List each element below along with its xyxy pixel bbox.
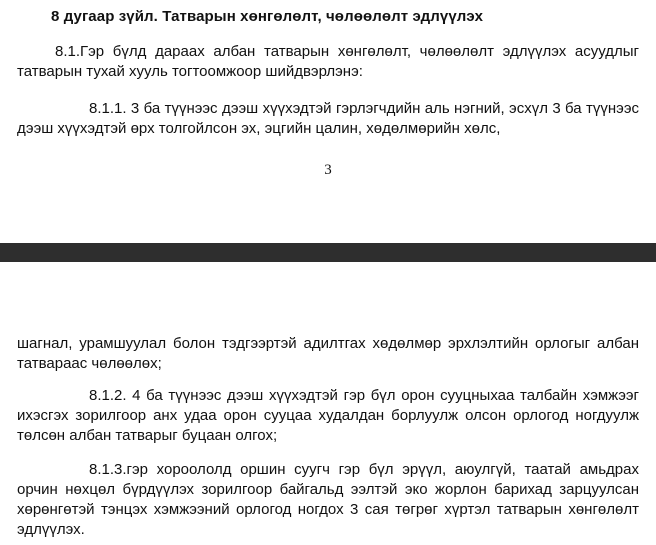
- document-page-top: [0, 0, 656, 243]
- paragraph-8-1-1: 8.1.1. 3 ба түүнээс дээш хүүхэдтэй гэрлэгчдийн аль нэгний, эсхүл 3 ба түүнээс дээш хүүхэдтэй өрх толгойлсон эх, эцгийн цалин, хөдөлмөрийн хөлс,: [17, 100, 639, 137]
- paragraph-8-1-1-continued: шагнал, урамшуулал болон тэдгээртэй адилтгах хөдөлмөр эрхлэлтийн орлогыг албан татвараас чөлөөлөх;: [17, 335, 639, 372]
- article-heading: 8 дугаар зүйл. Татварын хөнгөлөлт, чөлөөлөлт эдлүүлэх: [51, 8, 484, 25]
- page-number: 3: [324, 162, 332, 178]
- page-separator: [0, 243, 656, 262]
- paragraph-8-1-2: 8.1.2. 4 ба түүнээс дээш хүүхэдтэй гэр бүл орон сууцныхаа талбайн хэмжээг ихэсгэх зорилгоор анх удаа орон сууцаа худалдан борлуулж олсон орлогод ногдуулж төлсөн албан татварыг буцаан олгох;: [17, 387, 639, 444]
- paragraph-8-1-3: 8.1.3.гэр хороололд оршин суугч гэр бүл эрүүл, аюулгүй, таатай амьдрах орчин нөхцөл бүрдүүлэх зорилгоор байгальд ээлтэй эко жорлон барихад зарцуулсан хөрөнгөтэй тэнцэх хэмжээний орлогод ногдох 3 сая төгрөг хүртэл татварын хөнгөлөлт эдлүүлэх.: [17, 461, 639, 538]
- paragraph-8-1: 8.1.Гэр бүлд дараах албан татварын хөнгөлөлт, чөлөөлөлт эдлүүлэх асуудлыг татварын тухай хууль тогтоомжоор шийдвэрлэнэ:: [17, 43, 639, 80]
- document-page-bottom: [0, 262, 656, 545]
